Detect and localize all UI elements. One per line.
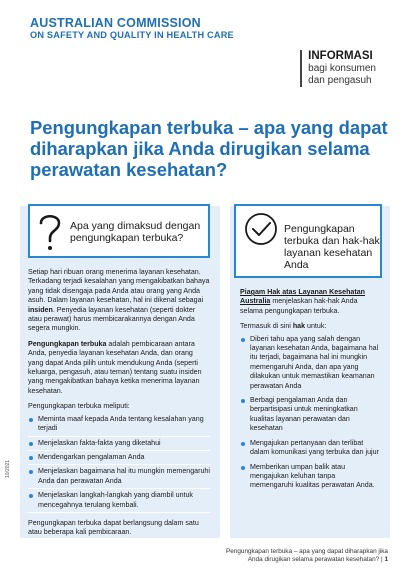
list-item: Memberikan umpan balik atau mengajukan keluhan tanpa memengaruhi kualitas perawatan Anda. xyxy=(240,463,380,493)
charter-link[interactable]: Piagam Hak atas Layanan Kesehatan Australia xyxy=(240,288,365,306)
right-bullet-list xyxy=(240,335,380,493)
left-section-body xyxy=(28,268,210,544)
right-section-heading: Pengungkapan terbuka dan hak-hak layanan kesehatan Anda xyxy=(284,223,380,271)
page-title: Pengungkapan terbuka – apa yang dapat diharapkan jika Anda dirugikan selama perawatan kesehatan? xyxy=(30,117,388,180)
list-item: Mendengarkan pengalaman Anda xyxy=(28,453,210,465)
list-item: Meminta maaf kepada Anda tentang kesalahan yang terjadi xyxy=(28,415,210,437)
right-paragraph-1: Piagam Hak atas Layanan Kesehatan Australia menjelaskan hak-hak Anda selama pengungkapan terbuka. xyxy=(240,288,365,315)
page-footer xyxy=(226,548,388,564)
organization-line-2: ON SAFETY AND QUALITY IN HEALTH CARE xyxy=(30,30,234,40)
left-paragraph-2: Pengungkapan terbuka adalah pembicaraan antara Anda, penyedia layanan kesehatan Anda, dan orang yang dapat Anda pilih untuk mendukung Anda (seperti keluarga, pengasuh, atau teman) tentang suatu insiden yang mengakibatkan bahaya ketika menerima layanan kesehatan. xyxy=(28,339,202,395)
footer-separator: | xyxy=(380,556,383,563)
list-item: Diberi tahu apa yang salah dengan layanan kesehatan Anda, bagaimana hal itu terjadi, bagaimana hal ini mungkin memengaruhi Anda, dan apa yang dilakukan untuk memastikan keamanan perawatan Anda xyxy=(240,335,380,393)
footer-line-2: Anda dirugikan selama perawatan kesehatan? | 1 xyxy=(247,556,388,563)
left-paragraph-4: Pengungkapan terbuka dapat berlangsung dalam satu atau beberapa kali pembicaraan. xyxy=(28,518,199,537)
right-paragraph-2: Termasuk di sini hak untuk: xyxy=(240,322,327,331)
document-code: 10/2021 xyxy=(5,459,11,478)
footer-line-1: Pengungkapan terbuka – apa yang dapat diharapkan jika xyxy=(225,548,388,555)
page-number: 1 xyxy=(384,556,388,563)
left-section-heading: Apa yang dimaksud dengan pengungkapan terbuka? xyxy=(70,220,201,244)
info-subtitle-1: bagi konsumen xyxy=(308,63,376,74)
list-item: Mengajukan pertanyaan dan terlibat dalam komunikasi yang terbuka dan jujur xyxy=(240,439,380,460)
right-section-header xyxy=(234,204,382,278)
list-item: Berbagi pengalaman Anda dan berpartisipasi untuk meningkatkan kualitas layanan perawatan dan kesehatan xyxy=(240,396,380,436)
organization-name xyxy=(30,16,234,41)
list-item: Menjelaskan langkah-langkah yang diambil untuk mencegahnya terulang kembali. xyxy=(28,491,210,513)
info-subtitle-2: dan pengasuh xyxy=(308,75,372,86)
organization-line-1: AUSTRALIAN COMMISSION xyxy=(30,16,201,30)
info-label xyxy=(300,50,376,87)
list-item: Menjelaskan bagaimana hal itu mungkin memengaruhi Anda dan perawatan Anda xyxy=(28,467,210,489)
left-paragraph-3: Pengungkapan terbuka meliputi: xyxy=(28,402,130,411)
left-paragraph-1: Setiap hari ribuan orang menerima layanan kesehatan. Terkadang terjadi kesalahan yang mengakibatkan bahaya yang tidak disengaja pada Anda atau orang yang Anda asuh. Dalam layanan kesehatan, hal ini dikenal sebagai insiden. Penyedia layanan kesehatan (seperti dokter atau perawat) harus membicarakannya dengan Anda segera mungkin. xyxy=(28,268,210,333)
right-section-body xyxy=(240,288,380,499)
question-mark-icon xyxy=(36,210,64,254)
left-section-header xyxy=(28,204,210,258)
checkmark-icon xyxy=(244,212,278,246)
list-item: Menjelaskan fakta-fakta yang diketahui xyxy=(28,439,210,451)
left-bullet-list xyxy=(28,415,210,513)
info-title: INFORMASI xyxy=(308,50,373,62)
